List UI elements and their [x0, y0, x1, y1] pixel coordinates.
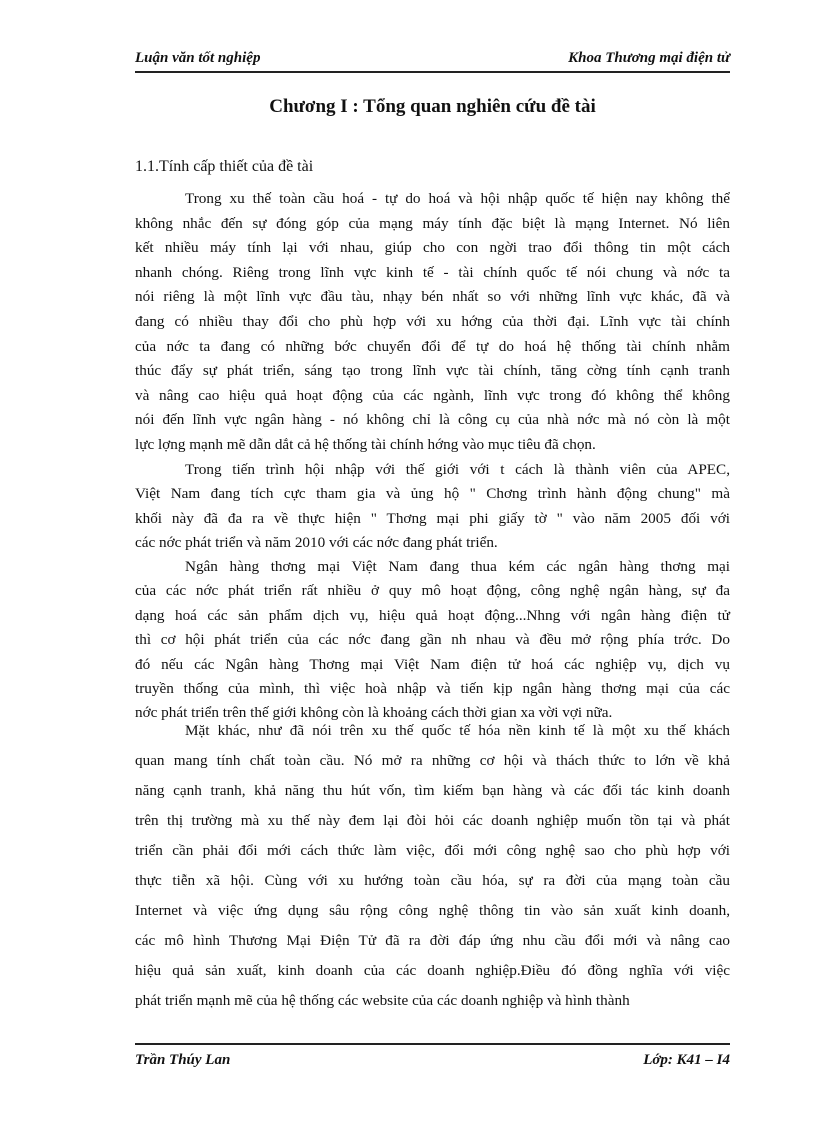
paragraph-line: các nớc phát triển và năm 2010 với các nớc đang phát triển.	[135, 533, 498, 551]
page-header	[135, 50, 730, 68]
chapter-title: Chương I : Tổng quan nghiên cứu đề tài	[269, 96, 596, 117]
paragraph-line: truyền thống của mình, thì việc hoà nhập và tiến kịp ngân hàng thơng mại của các	[135, 680, 730, 697]
footer-class: Lớp: K41 – I4	[643, 1052, 730, 1068]
paragraph-line: nớc phát triển trên thế giới không còn là khoảng cách thời gian xa vời vợi nữa.	[135, 704, 613, 722]
paragraph-line: lực lợng mạnh mẽ dẫn dắt cả hệ thống tài chính hớng vào mục tiêu đã chọn.	[135, 436, 596, 453]
paragraph-line: Ngân hàng thơng mại Việt Nam đang thua kém các ngân hàng thơng mại	[185, 558, 730, 575]
paragraph-line: các mô hình Thương Mại Điện Tử đã ra đời đáp ứng nhu cầu đổi mới và nâng cao	[135, 932, 730, 949]
paragraph-line: Trong xu thế toàn cầu hoá - tự do hoá và hội nhập quốc tế hiện nay không thể	[185, 190, 730, 207]
footer-rule	[135, 1043, 730, 1045]
paragraph-line: thực tiễn xã hội. Cùng với xu hướng toàn cầu hóa, sự ra đời của mạng toàn cầu	[135, 872, 730, 889]
header-faculty-label: Khoa Thương mại điện tử	[568, 50, 730, 66]
paragraph-line: trên thị trường mà xu thế này đem lại đòi hỏi các doanh nghiệp muốn tồn tại và phát	[135, 812, 730, 829]
paragraph-line: Internet và việc ứng dụng sâu rộng công nghệ thông tin vào sản xuất kinh doanh,	[135, 902, 730, 919]
paragraph-line: quan mang tính chất toàn cầu. Nó mở ra những cơ hội và thách thức to lớn về khả	[135, 752, 730, 769]
paragraph-line: triển cần phải đổi mới cách thức làm việc, đổi mới công nghệ sao cho phù hợp với	[135, 842, 730, 859]
header-thesis-label: Luận văn tốt nghiệp	[135, 50, 261, 66]
paragraph-line: nói đến lĩnh vực ngân hàng - nó không chỉ là công cụ của nhà nớc mà nó còn là một	[135, 411, 730, 429]
paragraph-line: Trong tiến trình hội nhập với thế giới với t cách là thành viên của APEC,	[185, 461, 730, 478]
paragraph-line: Mặt khác, như đã nói trên xu thế quốc tế hóa nền kinh tế là một xu thế khách	[185, 722, 730, 739]
paragraph-line: dạng hoá các sản phẩm dịch vụ, hiệu quả hoạt động...Nhng với ngân hàng điện tử	[135, 606, 730, 624]
paragraph-line: của các nớc phát triển rất nhiều ở quy mô hoạt động, công nghệ ngân hàng, sự đa	[135, 582, 730, 600]
page-footer	[135, 1052, 730, 1070]
header-rule	[135, 71, 730, 73]
paragraph-line: và nâng cao hiệu quả hoạt động của các ngành, lĩnh vực trong đó không thể không	[135, 386, 730, 404]
paragraph-line: của nớc ta đang có những bớc chuyển đổi để tự do hoá hệ thống tài chính nhằm	[135, 337, 730, 355]
paragraph-line: kết nhiều máy tính lại với nhau, giúp cho con ngời trao đổi thông tin một cách	[135, 239, 730, 257]
paragraph-line: phát triển mạnh mẽ của hệ thống các website của các doanh nghiệp và hình thành	[135, 992, 630, 1009]
paragraph-line: thì cơ hội phát triển của các nớc đang gần nh nhau và đều mở rộng phía trớc. Do	[135, 631, 730, 649]
paragraph-line: đó nếu các Ngân hàng Thơng mại Việt Nam điện tử hoá các nghiệp vụ, dịch vụ	[135, 655, 730, 673]
paragraph-line: khối này đã đa ra về thực hiện " Thơng mại phi giấy tờ " vào năm 2005 đối với	[135, 509, 730, 527]
paragraph-line: nhanh chóng. Riêng trong lĩnh vực kinh tế - tài chính quốc tế nói chung và nớc ta	[135, 263, 730, 281]
paragraph-line: không nhắc đến sự đóng góp của mạng máy tính đặc biệt là mạng Internet. Nó liên	[135, 214, 730, 232]
paragraph-line: Việt Nam đang tích cực tham gia và ủng hộ " Chơng trình hành động chung" mà	[135, 485, 730, 503]
paragraph-line: năng cạnh tranh, khả năng thu hút vốn, tìm kiếm bạn hàng và các đối tác kinh doanh	[135, 782, 730, 799]
paragraph-line: hiệu quả sản xuất, kinh doanh của các doanh nghiệp.Điều đó đồng nghĩa với việc	[135, 962, 730, 979]
paragraph-line: đang có nhiều thay đổi cho phù hợp với xu hớng của thời đại. Lĩnh vực tài chính	[135, 313, 730, 330]
footer-author: Trần Thúy Lan	[135, 1052, 231, 1068]
section-heading: 1.1.Tính cấp thiết của đề tài	[135, 158, 314, 175]
paragraph-line: thúc đẩy sự phát triển, sáng tạo trong lĩnh vực tài chính, tăng cờng tính cạnh tranh	[135, 362, 730, 380]
paragraph-line: nói riêng là một lĩnh vực đầu tàu, nhạy bén nhất so với những lĩnh vực khác, đã và	[135, 288, 730, 306]
